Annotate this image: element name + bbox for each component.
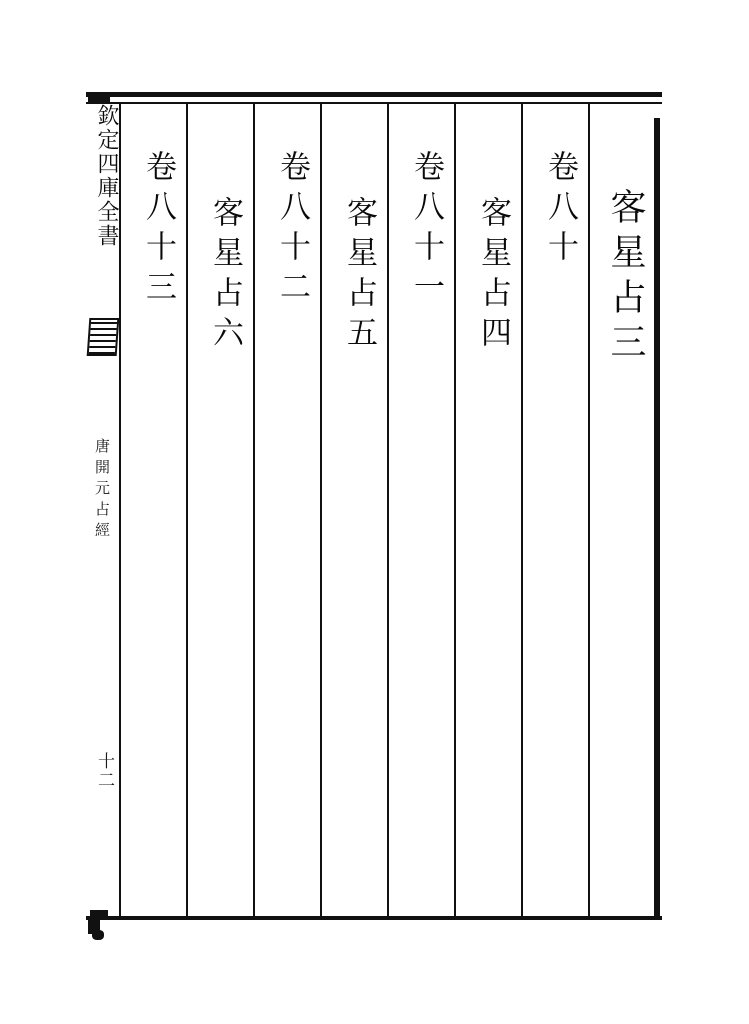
column-divider-5 — [454, 104, 456, 916]
corner-mark-top-left — [88, 94, 110, 103]
page-number: 十二 — [94, 752, 114, 790]
column-divider-4 — [387, 104, 389, 916]
entry-juan-8: 卷八十三 — [140, 150, 176, 310]
top-border-rule-inner — [86, 102, 662, 104]
work-title: 唐開元占經 — [93, 438, 111, 543]
entry-juan-4: 卷八十一 — [408, 150, 444, 310]
seal-mark — [87, 318, 120, 356]
ink-blot — [92, 930, 104, 940]
bottom-border-rule — [86, 916, 662, 920]
column-divider-6 — [521, 104, 523, 916]
collection-title: 欽定四庫全書 — [94, 104, 119, 248]
column-divider-1 — [186, 104, 188, 916]
right-border-rule — [654, 118, 660, 918]
entry-title-1: 客星占三 — [605, 188, 646, 368]
column-divider-2 — [253, 104, 255, 916]
page-frame — [86, 92, 662, 928]
column-divider-7 — [588, 104, 590, 916]
entry-title-7: 客星占六 — [207, 196, 243, 356]
column-divider-3 — [320, 104, 322, 916]
entry-juan-2: 卷八十 — [542, 150, 578, 270]
corner-mark-bottom-left — [90, 910, 108, 918]
entry-title-5: 客星占五 — [341, 196, 377, 356]
entry-juan-6: 卷八十二 — [274, 150, 310, 310]
entry-title-3: 客星占四 — [475, 196, 511, 356]
top-border-rule — [86, 92, 662, 97]
